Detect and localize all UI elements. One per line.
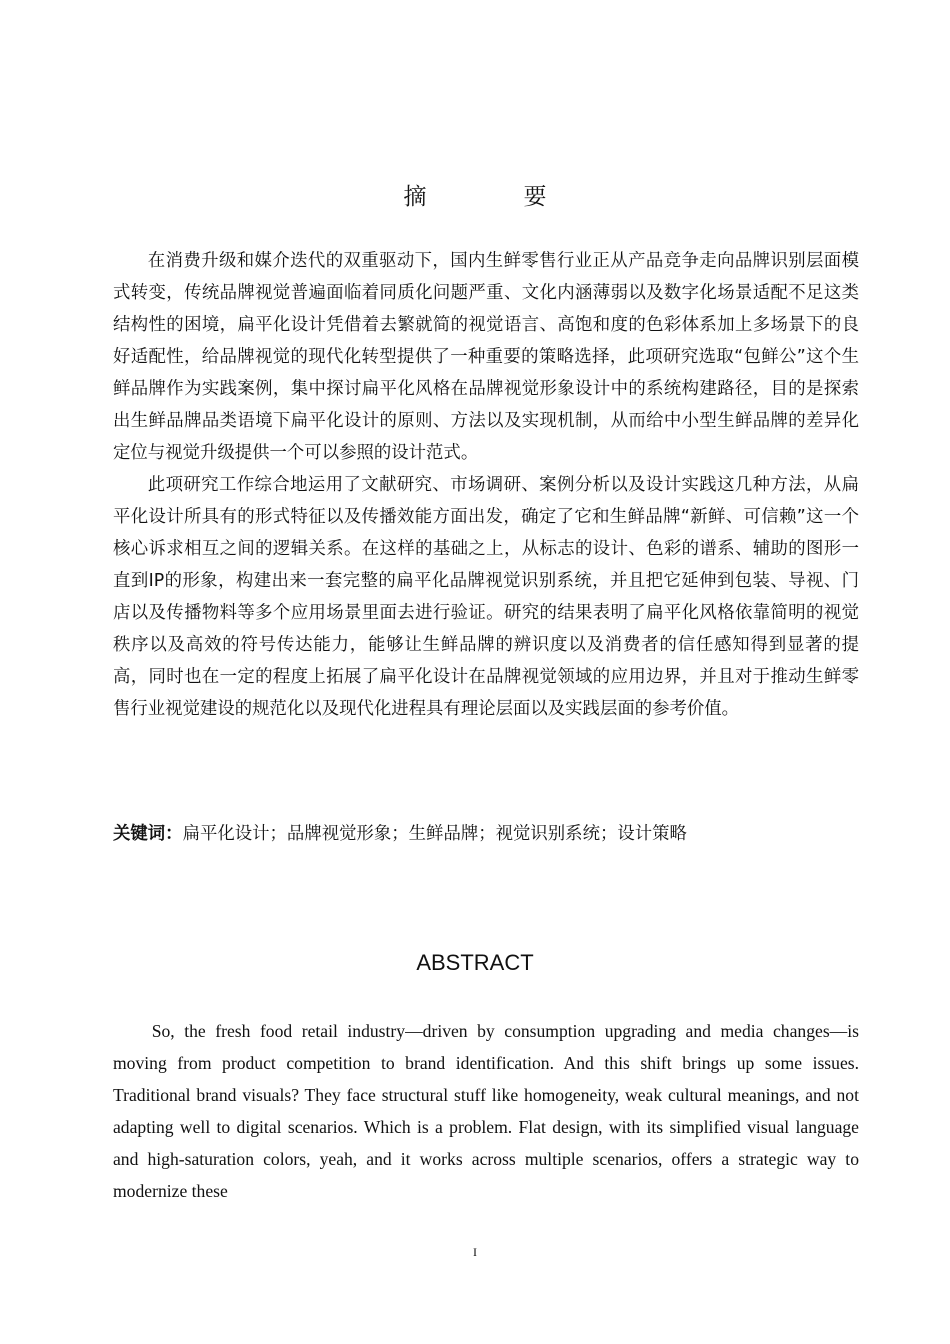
english-paragraph-1: So, the fresh food retail industry—driven by consumption upgrading and media changes—is moving from product competition to brand identification. And this shift brings up some issues. Traditional brand visuals? They face structural stuff like homogeneity, weak cultural meanings, and not adapting well to digital scenarios. Which is a problem. Flat design, with its simplified visual language and high-saturation colors, yeah, and it works across multiple scenarios, offers a strategic way to modernize these — [113, 1021, 859, 1201]
english-abstract-title: ABSTRACT — [416, 950, 534, 975]
keywords-line — [113, 820, 859, 848]
english-abstract-body — [113, 1015, 859, 1207]
chinese-paragraph-2: 此项研究工作综合地运用了文献研究、市场调研、案例分析以及设计实践这几种方法，从扁平化设计所具有的形式特征以及传播效能方面出发，确定了它和生鲜品牌“新鲜、可信赖”这一个核心诉求相互之间的逻辑关系。在这样的基础之上，从标志的设计、色彩的谱系、辅助的图形一直到IP的形象，构建出来一套完整的扁平化品牌视觉识别系统，并且把它延伸到包装、导视、门店以及传播物料等多个应用场景里面去进行验证。研究的结果表明了扁平化风格依靠简明的视觉秩序以及高效的符号传达能力，能够让生鲜品牌的辨识度以及消费者的信任感知得到显著的提高，同时也在一定的程度上拓展了扁平化设计在品牌视觉领域的应用边界，并且对于推动生鲜零售行业视觉建设的规范化以及现代化进程具有理论层面以及实践层面的参考价值。 — [113, 475, 859, 719]
page-number: I — [473, 1245, 477, 1259]
chinese-paragraph-1: 在消费升级和媒介迭代的双重驱动下，国内生鲜零售行业正从产品竞争走向品牌识别层面模式转变，传统品牌视觉普遍面临着同质化问题严重、文化内涵薄弱以及数字化场景适配不足这类结构性的困境，扁平化设计凭借着去繁就简的视觉语言、高饱和度的色彩体系加上多场景下的良好适配性，给品牌视觉的现代化转型提供了一种重要的策略选择，此项研究选取“包鲜公”这个生鲜品牌作为实践案例，集中探讨扁平化风格在品牌视觉形象设计中的系统构建路径，目的是探索出生鲜品牌品类语境下扁平化设计的原则、方法以及实现机制，从而给中小型生鲜品牌的差异化定位与视觉升级提供一个可以参照的设计范式。 — [113, 251, 859, 463]
title-char-1: 摘 — [403, 184, 427, 210]
title-char-2: 要 — [523, 184, 547, 210]
chinese-abstract-title — [0, 178, 950, 211]
keywords-text: 扁平化设计；品牌视觉形象；生鲜品牌；视觉识别系统；设计策略 — [182, 824, 687, 844]
keywords-label: 关键词： — [113, 824, 183, 844]
chinese-abstract-body — [113, 245, 859, 725]
